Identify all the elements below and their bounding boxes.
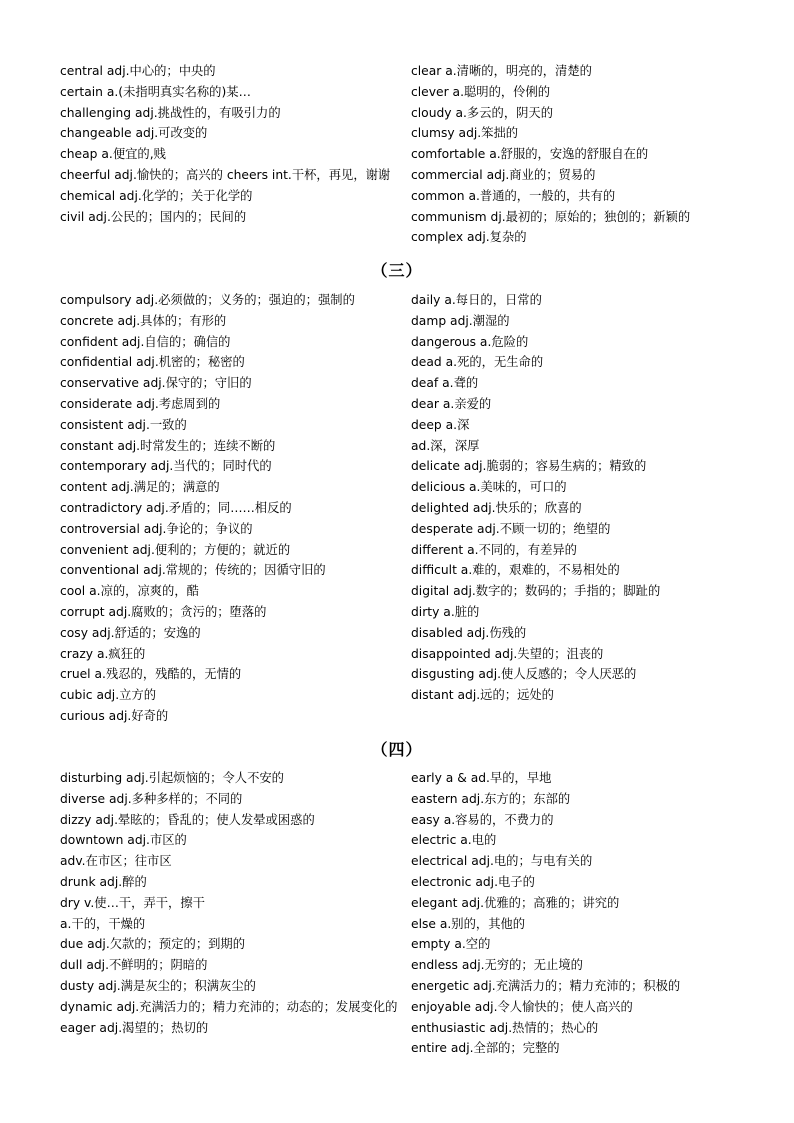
- entry: else a.别的，其他的: [411, 916, 526, 931]
- entry: comfortable a.舒服的，安逸的舒服自在的: [411, 147, 649, 162]
- entry: delicate adj.脆弱的；容易生病的；精致的: [411, 459, 647, 474]
- entry: different a.不同的，有差异的: [411, 542, 577, 557]
- entry: clear a.清晰的，明亮的，清楚的: [411, 64, 592, 78]
- entry: a.干的，干燥的: [60, 916, 146, 931]
- entry: contemporary adj.当代的；同时代的: [60, 459, 272, 474]
- entry: elegant adj.优雅的；高雅的；讲究的: [411, 895, 620, 910]
- entry: conservative adj.保守的；守旧的: [60, 376, 252, 391]
- entry: due adj.欠款的；预定的；到期的: [60, 937, 246, 952]
- entry: content adj.满足的；满意的: [60, 480, 220, 495]
- entry: concrete adj.具体的；有形的: [60, 313, 227, 328]
- entry: confident adj.自信的；确信的: [60, 334, 231, 349]
- section-2-right-column: [411, 290, 740, 727]
- entry: cloudy a.多云的，阴天的: [411, 105, 554, 120]
- entry: distant adj.远的；远处的: [411, 688, 554, 703]
- entry: difficult a.难的，艰难的，不易相处的: [411, 563, 620, 578]
- entry: enjoyable adj.令人愉快的；使人高兴的: [411, 999, 633, 1014]
- entry: chemical adj.化学的；关于化学的: [60, 188, 253, 203]
- entry: electronic adj.电子的: [411, 874, 535, 889]
- entry: entire adj.全部的；完整的: [411, 1041, 560, 1056]
- entry: dear a.亲爱的: [411, 396, 492, 411]
- entry: energetic adj.充满活力的；精力充沛的；积极的: [411, 978, 681, 993]
- section-heading-4: （四）: [371, 740, 423, 759]
- entry: challenging adj.挑战性的，有吸引力的: [60, 105, 281, 120]
- section-3-right-column: [411, 768, 740, 1059]
- entry: cheerful adj.愉快的；高兴的 cheers int.干杯，再见，谢谢: [60, 167, 391, 182]
- section-2-left-column: [60, 290, 411, 727]
- entry: enthusiastic adj.热情的；热心的: [411, 1020, 599, 1035]
- entry: delicious a.美味的，可口的: [411, 480, 567, 495]
- section-3-left-column: [60, 768, 411, 1059]
- entry: drunk adj.醉的: [60, 874, 147, 889]
- entry: confidential adj.机密的；秘密的: [60, 355, 245, 370]
- entry: central adj.中心的；中央的: [60, 64, 216, 78]
- entry: daily a.每日的，日常的: [411, 293, 542, 307]
- entry: dry v.使…干，弄干，擦干: [60, 895, 205, 910]
- entry: corrupt adj.腐败的；贪污的；堕落的: [60, 604, 267, 619]
- entry: electrical adj.电的；与电有关的: [411, 854, 593, 869]
- entry: cool a.凉的，凉爽的，酷: [60, 584, 199, 599]
- entry: conventional adj.常规的；传统的；因循守旧的: [60, 563, 326, 578]
- entry: commercial adj.商业的；贸易的: [411, 167, 596, 182]
- entry: cubic adj.立方的: [60, 688, 157, 703]
- section-1-left-column: [60, 61, 411, 248]
- section-3: [60, 768, 740, 1059]
- entry: ad.深，深厚: [411, 438, 480, 453]
- entry: dynamic adj.充满活力的；精力充沛的；动态的；发展变化的: [60, 999, 398, 1014]
- entry: complex adj.复杂的: [411, 230, 527, 245]
- entry: dull adj.不鲜明的；阴暗的: [60, 958, 208, 973]
- entry: compulsory adj.必须做的；义务的；强迫的；强制的: [60, 293, 355, 307]
- entry: eastern adj.东方的；东部的: [411, 791, 571, 806]
- entry: dirty a.脏的: [411, 604, 480, 619]
- entry: considerate adj.考虑周到的: [60, 396, 221, 411]
- entry: eager adj.渴望的；热切的: [60, 1020, 209, 1035]
- entry: constant adj.时常发生的；连续不断的: [60, 438, 276, 453]
- entry: dangerous a.危险的: [411, 334, 529, 349]
- entry: cosy adj.舒适的；安逸的: [60, 625, 201, 640]
- entry: desperate adj.不顾一切的；绝望的: [411, 521, 611, 536]
- entry: digital adj.数字的；数码的；手指的；脚趾的: [411, 584, 661, 599]
- entry: downtown adj.市区的: [60, 833, 187, 848]
- entry: controversial adj.争论的；争议的: [60, 521, 253, 536]
- entry: curious adj.好奇的: [60, 708, 169, 723]
- entry: common a.普通的，一般的，共有的: [411, 188, 616, 203]
- entry: crazy a.疯狂的: [60, 646, 146, 661]
- entry: empty a.空的: [411, 937, 491, 952]
- entry: dizzy adj.晕眩的；昏乱的；使人发晕或困惑的: [60, 812, 315, 827]
- entry: cheap a.便宜的,贱: [60, 147, 166, 162]
- entry: endless adj.无穷的；无止境的: [411, 958, 583, 973]
- entry: diverse adj.多种多样的；不同的: [60, 791, 243, 806]
- entry: clumsy adj.笨拙的: [411, 126, 519, 141]
- section-1-right-column: [411, 61, 740, 248]
- entry: disappointed adj.失望的；沮丧的: [411, 646, 604, 661]
- section-heading-3: （三）: [371, 261, 423, 280]
- entry: disabled adj.伤残的: [411, 625, 527, 640]
- entry: adv.在市区；往市区: [60, 854, 172, 869]
- entry: disgusting adj.使人反感的；令人厌恶的: [411, 667, 637, 682]
- entry: convenient adj.便利的；方便的；就近的: [60, 542, 291, 557]
- entry: dusty adj.满是灰尘的；积满灰尘的: [60, 978, 256, 993]
- entry: easy a.容易的，不费力的: [411, 812, 554, 827]
- entry: consistent adj.一致的: [60, 417, 187, 432]
- entry: disturbing adj.引起烦恼的；令人不安的: [60, 771, 284, 785]
- entry: certain a.(未指明真实名称的)某…: [60, 84, 251, 99]
- entry: electric a.电的: [411, 833, 497, 848]
- entry: contradictory adj.矛盾的；同……相反的: [60, 500, 292, 515]
- entry: changeable adj.可改变的: [60, 126, 208, 141]
- entry: deaf a.聋的: [411, 376, 479, 391]
- entry: communism dj.最初的；原始的；独创的；新颖的: [411, 209, 691, 224]
- entry: dead a.死的，无生命的: [411, 355, 544, 370]
- section-2: [60, 290, 740, 727]
- entry: clever a.聪明的，伶俐的: [411, 84, 551, 99]
- entry: delighted adj.快乐的；欣喜的: [411, 500, 582, 515]
- entry: deep a.深: [411, 417, 470, 432]
- entry: civil adj.公民的；国内的；民间的: [60, 209, 247, 224]
- entry: damp adj.潮湿的: [411, 313, 510, 328]
- section-1: [60, 61, 740, 248]
- entry: cruel a.残忍的，残酷的，无情的: [60, 667, 242, 682]
- entry: early a & ad.早的，早地: [411, 771, 552, 785]
